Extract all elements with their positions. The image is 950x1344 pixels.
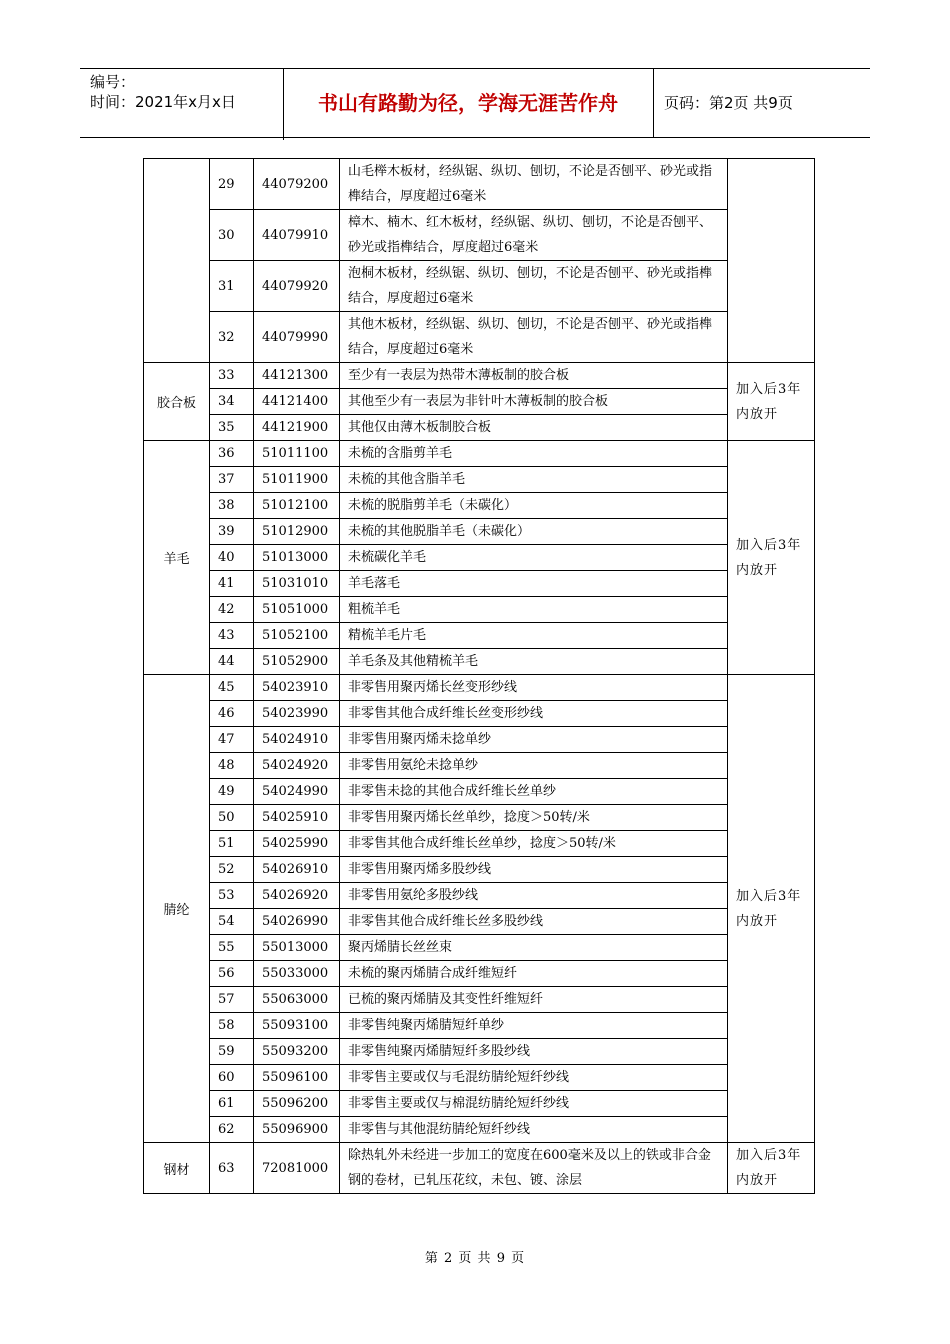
table-row xyxy=(144,519,815,545)
row-number-cell: 33 xyxy=(210,363,254,389)
hs-code-cell: 54025990 xyxy=(254,831,340,857)
opening-note-cell: 加入后3年内放开 xyxy=(728,1143,815,1194)
row-number-cell: 38 xyxy=(210,493,254,519)
row-number-cell: 54 xyxy=(210,909,254,935)
description-cell: 其他至少有一表层为非针叶木薄板制的胶合板 xyxy=(340,389,728,415)
row-number-cell: 57 xyxy=(210,987,254,1013)
row-number-cell: 45 xyxy=(210,675,254,701)
description-cell: 非零售其他合成纤维长丝单纱，捻度＞50转/米 xyxy=(340,831,728,857)
category-cell xyxy=(144,159,210,363)
header-motto: 书山有路勤为径，学海无涯苦作舟 xyxy=(283,69,654,137)
table-row xyxy=(144,935,815,961)
opening-note-cell: 加入后3年内放开 xyxy=(728,675,815,1143)
description-cell: 非零售纯聚丙烯腈短纤多股纱线 xyxy=(340,1039,728,1065)
table-row xyxy=(144,805,815,831)
table-row xyxy=(144,415,815,441)
description-cell: 山毛榉木板材，经纵锯、纵切、刨切，不论是否刨平、砂光或指榫结合，厚度超过6毫米 xyxy=(340,159,728,210)
hs-code-cell: 54023990 xyxy=(254,701,340,727)
table-row xyxy=(144,727,815,753)
row-number-cell: 58 xyxy=(210,1013,254,1039)
hs-code-cell: 55096200 xyxy=(254,1091,340,1117)
row-number-cell: 53 xyxy=(210,883,254,909)
hs-code-cell: 51051000 xyxy=(254,597,340,623)
description-cell: 羊毛落毛 xyxy=(340,571,728,597)
description-cell: 未梳碳化羊毛 xyxy=(340,545,728,571)
table-row xyxy=(144,312,815,363)
description-cell: 非零售与其他混纺腈纶短纤纱线 xyxy=(340,1117,728,1143)
row-number-cell: 62 xyxy=(210,1117,254,1143)
row-number-cell: 63 xyxy=(210,1143,254,1194)
document-header xyxy=(80,68,870,138)
row-number-cell: 30 xyxy=(210,210,254,261)
table-row xyxy=(144,441,815,467)
hs-code-cell: 55096100 xyxy=(254,1065,340,1091)
hs-code-cell: 51012900 xyxy=(254,519,340,545)
table-row xyxy=(144,1013,815,1039)
description-cell: 羊毛条及其他精梳羊毛 xyxy=(340,649,728,675)
document-number-label: 编号： xyxy=(90,73,136,91)
description-cell: 非零售用氨纶多股纱线 xyxy=(340,883,728,909)
hs-code-cell: 44079200 xyxy=(254,159,340,210)
hs-code-cell: 72081000 xyxy=(254,1143,340,1194)
table-row xyxy=(144,261,815,312)
table-row xyxy=(144,1143,815,1194)
category-cell: 腈纶 xyxy=(144,675,210,1143)
table-row xyxy=(144,909,815,935)
description-cell: 非零售其他合成纤维长丝变形纱线 xyxy=(340,701,728,727)
hs-code-cell: 51013000 xyxy=(254,545,340,571)
row-number-cell: 60 xyxy=(210,1065,254,1091)
description-cell: 非零售主要或仅与棉混纺腈纶短纤纱线 xyxy=(340,1091,728,1117)
table-row xyxy=(144,389,815,415)
table-row xyxy=(144,545,815,571)
hs-code-cell: 51012100 xyxy=(254,493,340,519)
hs-code-cell: 44121900 xyxy=(254,415,340,441)
row-number-cell: 41 xyxy=(210,571,254,597)
table-row xyxy=(144,753,815,779)
description-cell: 非零售用聚丙烯长丝变形纱线 xyxy=(340,675,728,701)
description-cell: 已梳的聚丙烯腈及其变性纤维短纤 xyxy=(340,987,728,1013)
description-cell: 粗梳羊毛 xyxy=(340,597,728,623)
row-number-cell: 40 xyxy=(210,545,254,571)
description-cell: 非零售用聚丙烯长丝单纱，捻度＞50转/米 xyxy=(340,805,728,831)
page-footer: 第 2 页 共 9 页 xyxy=(424,1251,526,1266)
table-row xyxy=(144,675,815,701)
table-row xyxy=(144,701,815,727)
hs-code-cell: 55093100 xyxy=(254,1013,340,1039)
hs-code-cell: 54023910 xyxy=(254,675,340,701)
row-number-cell: 47 xyxy=(210,727,254,753)
table-row xyxy=(144,883,815,909)
row-number-cell: 50 xyxy=(210,805,254,831)
description-cell: 其他木板材，经纵锯、纵切、刨切，不论是否刨平、砂光或指榫结合，厚度超过6毫米 xyxy=(340,312,728,363)
description-cell: 未梳的聚丙烯腈合成纤维短纤 xyxy=(340,961,728,987)
description-cell: 非零售主要或仅与毛混纺腈纶短纤纱线 xyxy=(340,1065,728,1091)
hs-code-cell: 44121400 xyxy=(254,389,340,415)
row-number-cell: 39 xyxy=(210,519,254,545)
hs-code-cell: 54026920 xyxy=(254,883,340,909)
hs-code-cell: 51011900 xyxy=(254,467,340,493)
hs-code-cell: 54024920 xyxy=(254,753,340,779)
table-row xyxy=(144,493,815,519)
hs-code-cell: 54026910 xyxy=(254,857,340,883)
table-row xyxy=(144,159,815,210)
row-number-cell: 31 xyxy=(210,261,254,312)
row-number-cell: 55 xyxy=(210,935,254,961)
table-row xyxy=(144,1117,815,1143)
description-cell: 聚丙烯腈长丝丝束 xyxy=(340,935,728,961)
row-number-cell: 49 xyxy=(210,779,254,805)
description-cell: 未梳的其他含脂羊毛 xyxy=(340,467,728,493)
row-number-cell: 35 xyxy=(210,415,254,441)
description-cell: 至少有一表层为热带木薄板制的胶合板 xyxy=(340,363,728,389)
table-row xyxy=(144,779,815,805)
hs-code-cell: 44121300 xyxy=(254,363,340,389)
description-cell: 非零售纯聚丙烯腈短纤单纱 xyxy=(340,1013,728,1039)
row-number-cell: 42 xyxy=(210,597,254,623)
description-cell: 非零售其他合成纤维长丝多股纱线 xyxy=(340,909,728,935)
description-cell: 泡桐木板材，经纵锯、纵切、刨切，不论是否刨平、砂光或指榫结合，厚度超过6毫米 xyxy=(340,261,728,312)
description-cell: 未梳的脱脂剪羊毛（未碳化） xyxy=(340,493,728,519)
hs-code-cell: 44079920 xyxy=(254,261,340,312)
table-row xyxy=(144,1039,815,1065)
category-cell: 钢材 xyxy=(144,1143,210,1194)
description-cell: 非零售用氨纶未捻单纱 xyxy=(340,753,728,779)
opening-note-cell xyxy=(728,159,815,363)
hs-code-cell: 54026990 xyxy=(254,909,340,935)
row-number-cell: 34 xyxy=(210,389,254,415)
hs-code-cell: 54024990 xyxy=(254,779,340,805)
table-row xyxy=(144,831,815,857)
row-number-cell: 32 xyxy=(210,312,254,363)
hs-code-cell: 55013000 xyxy=(254,935,340,961)
row-number-cell: 44 xyxy=(210,649,254,675)
description-cell: 樟木、楠木、红木板材，经纵锯、纵切、刨切，不论是否刨平、砂光或指榫结合，厚度超过6毫米 xyxy=(340,210,728,261)
table-row xyxy=(144,571,815,597)
table-row xyxy=(144,623,815,649)
header-meta xyxy=(80,69,284,140)
hs-code-cell: 54024910 xyxy=(254,727,340,753)
hs-code-cell: 54025910 xyxy=(254,805,340,831)
table-row xyxy=(144,1091,815,1117)
description-cell: 未梳的其他脱脂羊毛（未碳化） xyxy=(340,519,728,545)
table-row xyxy=(144,961,815,987)
hs-code-cell: 55033000 xyxy=(254,961,340,987)
description-cell: 非零售未捻的其他合成纤维长丝单纱 xyxy=(340,779,728,805)
hs-code-cell: 51052100 xyxy=(254,623,340,649)
hs-code-cell: 55093200 xyxy=(254,1039,340,1065)
hs-code-cell: 44079990 xyxy=(254,312,340,363)
description-cell: 精梳羊毛片毛 xyxy=(340,623,728,649)
table-row xyxy=(144,363,815,389)
hs-code-cell: 51031010 xyxy=(254,571,340,597)
hs-code-cell: 55063000 xyxy=(254,987,340,1013)
opening-note-cell: 加入后3年内放开 xyxy=(728,363,815,441)
opening-note-cell: 加入后3年内放开 xyxy=(728,441,815,675)
table-row xyxy=(144,987,815,1013)
hs-code-cell: 44079910 xyxy=(254,210,340,261)
category-cell: 羊毛 xyxy=(144,441,210,675)
row-number-cell: 56 xyxy=(210,961,254,987)
tariff-table xyxy=(143,158,815,1194)
table-row xyxy=(144,649,815,675)
row-number-cell: 43 xyxy=(210,623,254,649)
description-cell: 未梳的含脂剪羊毛 xyxy=(340,441,728,467)
header-page-number: 页码：第2页 共9页 xyxy=(664,94,793,112)
row-number-cell: 51 xyxy=(210,831,254,857)
description-cell: 非零售用聚丙烯未捻单纱 xyxy=(340,727,728,753)
hs-code-cell: 51052900 xyxy=(254,649,340,675)
table-row xyxy=(144,467,815,493)
table-row xyxy=(144,597,815,623)
description-cell: 其他仅由薄木板制胶合板 xyxy=(340,415,728,441)
description-cell: 非零售用聚丙烯多股纱线 xyxy=(340,857,728,883)
row-number-cell: 46 xyxy=(210,701,254,727)
hs-code-cell: 51011100 xyxy=(254,441,340,467)
document-time-label: 时间：2021年x月x日 xyxy=(90,93,236,111)
row-number-cell: 61 xyxy=(210,1091,254,1117)
table-row xyxy=(144,857,815,883)
row-number-cell: 29 xyxy=(210,159,254,210)
table-row xyxy=(144,1065,815,1091)
row-number-cell: 52 xyxy=(210,857,254,883)
row-number-cell: 59 xyxy=(210,1039,254,1065)
category-cell: 胶合板 xyxy=(144,363,210,441)
hs-code-cell: 55096900 xyxy=(254,1117,340,1143)
row-number-cell: 37 xyxy=(210,467,254,493)
description-cell: 除热轧外未经进一步加工的宽度在600毫米及以上的铁或非合金钢的卷材，已轧压花纹，未包、镀、涂层 xyxy=(340,1143,728,1194)
row-number-cell: 36 xyxy=(210,441,254,467)
table-row xyxy=(144,210,815,261)
row-number-cell: 48 xyxy=(210,753,254,779)
